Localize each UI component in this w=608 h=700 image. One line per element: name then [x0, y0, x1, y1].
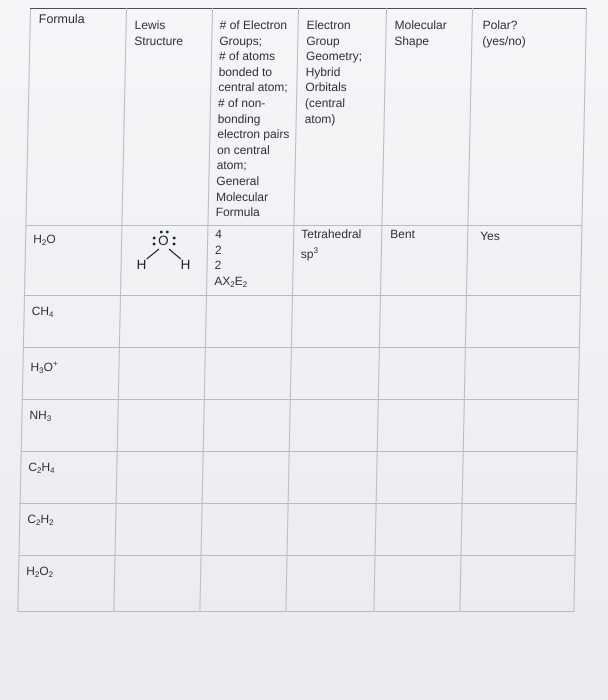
- header-groups-line: General: [216, 173, 260, 188]
- header-polar: [468, 9, 587, 226]
- lone-pairs-value: 2: [214, 258, 222, 273]
- electron-groups-cell: [206, 226, 293, 296]
- header-groups-line: Formula: [215, 205, 260, 220]
- header-groups-line: electron pairs: [217, 127, 290, 142]
- formula-cell: [22, 348, 119, 400]
- polar-cell[interactable]: [462, 452, 577, 504]
- header-lewis-line: Lewis: [134, 18, 166, 32]
- table-row-h2o: [24, 226, 581, 296]
- header-geometry-line: Geometry;: [305, 49, 363, 64]
- formula-cell: [18, 556, 115, 612]
- header-geometry-line: Orbitals: [305, 80, 347, 95]
- worksheet-table-wrap: [17, 8, 586, 610]
- polar-cell[interactable]: [465, 296, 580, 348]
- polar-cell[interactable]: [464, 348, 579, 400]
- header-lewis-line: Structure: [134, 33, 184, 48]
- polar-cell[interactable]: [461, 504, 576, 556]
- electron-geometry-cell[interactable]: [286, 556, 375, 612]
- header-groups-line: Groups;: [219, 33, 263, 48]
- lewis-bonds-and-lone-pairs: [133, 228, 214, 282]
- lewis-structure-cell[interactable]: [117, 400, 204, 452]
- formula-text: $H_3O^+$: [30, 359, 58, 375]
- header-polar-line: Polar?: [482, 18, 518, 32]
- electron-groups-cell[interactable]: [201, 504, 288, 556]
- header-shape-line: Shape: [394, 33, 430, 48]
- header-groups-line: Molecular: [215, 189, 269, 204]
- molecular-shape-cell[interactable]: [379, 296, 466, 348]
- header-formula: [26, 9, 127, 226]
- general-formula-value: $AX_2E_2$: [214, 273, 248, 289]
- lewis-structure-cell[interactable]: [114, 556, 201, 612]
- electron-geometry-cell[interactable]: [291, 296, 380, 348]
- electron-geometry-cell: [292, 226, 381, 296]
- lewis-atom-center: O: [157, 233, 169, 248]
- electron-groups-cell[interactable]: [205, 296, 292, 348]
- header-row: [26, 9, 587, 226]
- vsepr-worksheet-table: [17, 8, 587, 612]
- molecular-shape-cell: [380, 226, 467, 296]
- hybridization-value: $sp^3$: [300, 245, 319, 261]
- header-groups-line: bonded to: [218, 64, 273, 79]
- molecular-shape-cell[interactable]: [378, 348, 465, 400]
- formula-cell: [21, 400, 118, 452]
- header-groups-line: central atom;: [218, 80, 288, 95]
- header-groups-line: atom;: [216, 158, 247, 173]
- electron-groups-value: 4: [215, 227, 223, 241]
- lewis-structure-cell: [120, 226, 207, 296]
- formula-cell: [20, 452, 117, 504]
- table-row-c2h2: [19, 504, 576, 556]
- lewis-structure-cell[interactable]: [119, 296, 206, 348]
- table-row-h2o2: [18, 556, 575, 612]
- header-groups-line: on central: [216, 142, 270, 157]
- lewis-structure-cell[interactable]: [115, 504, 202, 556]
- electron-geometry-cell[interactable]: [290, 348, 379, 400]
- header-groups-line: # of Electron: [219, 18, 288, 32]
- polar-cell[interactable]: [463, 400, 578, 452]
- formula-text: $H_2O_2$: [26, 564, 54, 579]
- molecular-shape-cell[interactable]: [375, 504, 462, 556]
- header-geometry-line: Hybrid: [305, 64, 341, 79]
- header-electron-groups: [208, 9, 299, 226]
- formula-text: $C_2H_4$: [28, 460, 55, 475]
- molecular-shape-cell[interactable]: [377, 400, 464, 452]
- formula-cell: [23, 296, 120, 348]
- lewis-structure-cell[interactable]: [118, 348, 205, 400]
- lewis-atom-right: H: [180, 257, 191, 272]
- molecular-shape-cell[interactable]: [374, 556, 461, 612]
- electron-geometry-cell[interactable]: [287, 504, 376, 556]
- header-geometry-line: atom): [304, 111, 336, 126]
- header-geometry-line: Group: [306, 33, 340, 48]
- header-polar-line: (yes/no): [482, 33, 526, 48]
- bonded-atoms-value: 2: [214, 242, 222, 257]
- header-geometry-line: (central: [304, 95, 346, 110]
- formula-text: $H_2O$: [33, 232, 56, 247]
- lewis-atom-left: H: [136, 257, 147, 272]
- polar-cell[interactable]: [460, 556, 575, 612]
- header-lewis: [122, 9, 213, 226]
- formula-cell: [24, 226, 121, 296]
- formula-text: $C_2H_2$: [27, 512, 54, 527]
- electron-groups-cell[interactable]: [203, 400, 290, 452]
- lewis-structure-h2o: [133, 228, 214, 282]
- electron-groups-cell[interactable]: [202, 452, 289, 504]
- polar-cell: [466, 226, 581, 296]
- lewis-structure-cell[interactable]: [116, 452, 203, 504]
- electron-geometry-cell[interactable]: [288, 452, 377, 504]
- header-groups-line: # of non-: [217, 95, 266, 110]
- polar-value: Yes: [480, 229, 500, 243]
- header-formula-label: Formula: [38, 12, 85, 26]
- electron-groups-cell[interactable]: [200, 556, 287, 612]
- geometry-value: Tetrahedral: [301, 227, 362, 241]
- table-row-h3o-plus: [22, 348, 579, 400]
- table-row-c2h4: [20, 452, 577, 504]
- formula-text: $CH_4$: [31, 304, 54, 319]
- header-shape-line: Molecular: [394, 18, 447, 32]
- molecular-shape-cell[interactable]: [376, 452, 463, 504]
- electron-groups-cell[interactable]: [204, 348, 291, 400]
- molecular-shape-value: Bent: [390, 227, 416, 241]
- formula-text: $NH_3$: [29, 408, 52, 423]
- header-electron-geometry: [294, 9, 387, 226]
- electron-geometry-cell[interactable]: [289, 400, 378, 452]
- header-geometry-line: Electron: [306, 18, 351, 32]
- formula-cell: [19, 504, 116, 556]
- header-groups-line: bonding: [217, 111, 261, 126]
- table-row-nh3: [21, 400, 578, 452]
- header-groups-line: # of atoms: [218, 49, 276, 64]
- table-row-ch4: [23, 296, 580, 348]
- header-molecular-shape: [382, 9, 473, 226]
